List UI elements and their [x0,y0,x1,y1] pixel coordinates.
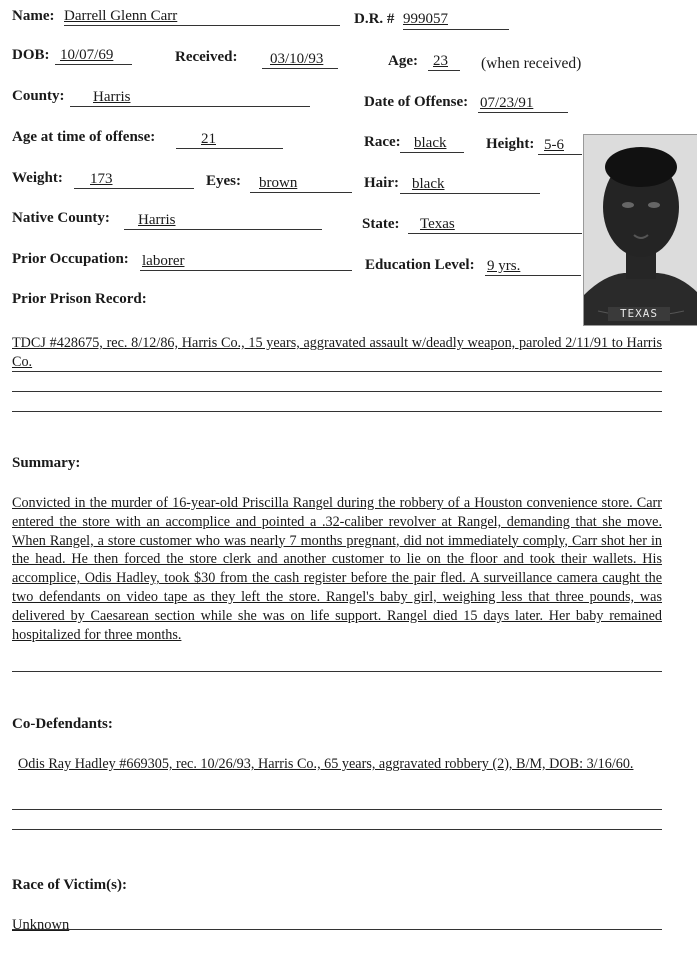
state-label: State: [362,216,400,232]
eyes-value: brown [259,175,298,191]
codefendants-text: Odis Ray Hadley #669305, rec. 10/26/93, Harris Co., 65 years, aggravated robbery (2), B/M, DOB: 3/16/60. [18,756,634,772]
state-line [408,233,582,234]
victim-heading: Race of Victim(s): [12,877,127,893]
county-line [70,106,310,107]
weight-value: 173 [90,171,113,187]
received-line [262,68,338,69]
county-value: Harris [93,89,131,105]
photo-plate: TEXAS [608,307,670,321]
prior-record-text: TDCJ #428675, rec. 8/12/86, Harris Co., 15 years, aggravated assault w/deadly weapon, paroled 2/11/91 to Harris Co. [12,335,662,370]
hair-value: black [412,176,445,192]
dr-value: 999057 [403,11,448,27]
race-label: Race: [364,134,401,150]
dob-line [55,64,132,65]
dob-value: 10/07/69 [60,47,114,63]
eyes-line [250,192,352,193]
education-label: Education Level: [365,257,475,273]
portrait-image [584,135,697,325]
education-value: 9 yrs. [487,258,521,274]
date-offense-line [478,112,568,113]
state-value: Texas [420,216,455,232]
height-label: Height: [486,136,535,152]
county-label: County: [12,88,65,104]
education-line [485,275,581,276]
victim-text: Unknown [12,917,70,933]
summary-heading: Summary: [12,455,81,471]
hair-label: Hair: [364,175,399,191]
prior-occupation-value: laborer [142,253,185,269]
name-line [64,25,340,26]
dr-label: D.R. # [354,11,395,27]
inmate-photo [583,134,697,326]
weight-line [74,188,194,189]
prior-occupation-line [140,270,352,271]
date-offense-label: Date of Offense: [364,94,469,110]
name-value: Darrell Glenn Carr [64,8,178,24]
rule [12,671,662,672]
codefendants-heading: Co-Defendants: [12,716,113,732]
rule [12,929,662,930]
dob-label: DOB: [12,47,50,63]
age-offense-label: Age at time of offense: [12,129,156,145]
name-label: Name: [12,8,55,24]
weight-label: Weight: [12,170,63,186]
age-label: Age: [388,53,418,69]
date-offense-value: 07/23/91 [480,95,534,111]
rule [12,391,662,392]
age-offense-line [176,148,283,149]
rule [12,371,662,372]
age-value: 23 [433,53,448,69]
hair-line [400,193,540,194]
race-line [400,152,464,153]
prior-occupation-label: Prior Occupation: [12,251,129,267]
prior-record-heading: Prior Prison Record: [12,291,147,307]
rule [12,829,662,830]
native-county-value: Harris [138,212,176,228]
age-line [428,70,460,71]
height-value: 5-6 [544,137,564,153]
received-label: Received: [175,49,238,65]
height-line [538,154,582,155]
eyes-label: Eyes: [206,173,241,189]
received-value: 03/10/93 [270,51,324,67]
native-county-line [124,229,322,230]
rule [12,809,662,810]
age-note: (when received) [481,55,582,72]
rule [12,411,662,412]
summary-text: Convicted in the murder of 16-year-old Priscilla Rangel during the robbery of a Houston convenience store. Carr entered the store with an accomplice and pointed a .32-caliber revolver at Rangel, demanding that she move. When Rangel, a store customer who was nearly 7 months pregnant, did not immediately comply, Carr shot her in the head. He then forced the store clerk and another customer to lie on the floor and took their wallets. His accomplice, Odis Hadley, took $30 from the cash register before the pair fled. A surveillance camera caught the two defendants on video tape as they left the store. Rangel's baby girl, weighing less that three pounds, was delivered by Caesarean section while she was on life support. Rangel died 15 days later. Her baby remained hospitalized for three months. [12,495,662,643]
native-county-label: Native County: [12,210,110,226]
dr-line [403,29,509,30]
age-offense-value: 21 [201,131,216,147]
race-value: black [414,135,447,151]
